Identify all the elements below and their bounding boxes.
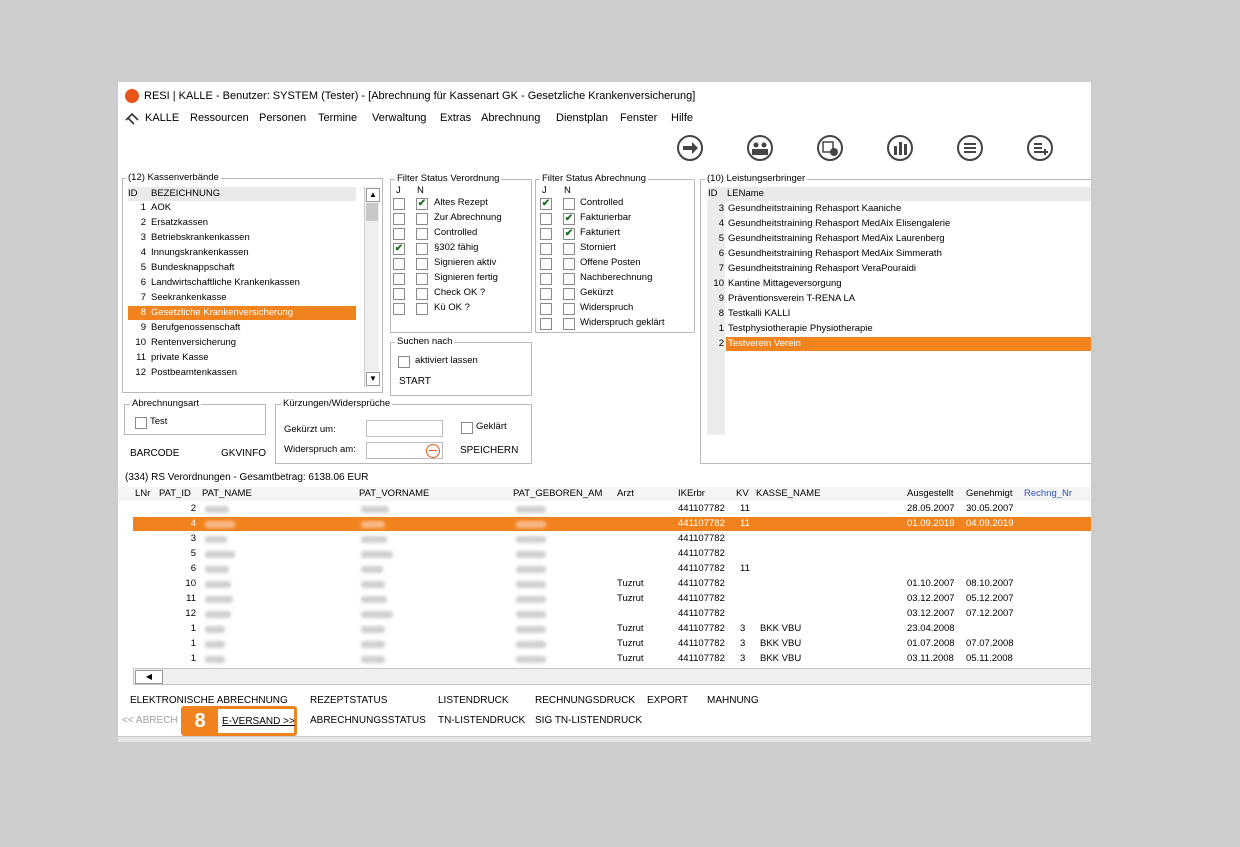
cell-arzt: Tuzrut [617,653,644,664]
menu-hilfe[interactable]: Hilfe [671,112,694,124]
kassen-row-id: 5 [140,262,146,273]
filter-label: §302 fähig [434,242,479,253]
filter-label: Offene Posten [580,257,641,268]
filter-n-checkbox[interactable] [416,258,428,270]
col-kv[interactable]: KV [736,488,749,499]
callout-number-badge: 8 [182,707,218,735]
cell-ikerbr: 441107782 [678,503,725,514]
cell-ausgestellt: 01.09.2019 [907,518,955,529]
scroll-up-icon[interactable]: ▲ [366,188,380,202]
menu-personen[interactable]: Personen [259,112,307,124]
kassen-row[interactable] [128,231,356,245]
menu-verwaltung[interactable]: Verwaltung [372,112,427,124]
cell-kv: 11 [740,503,750,514]
cell-ikerbr: 441107782 [678,578,725,589]
redacted-name [205,536,227,543]
kassen-row[interactable] [128,261,356,275]
filter-n-checkbox[interactable] [563,258,575,270]
stats-icon[interactable] [886,134,914,162]
filter-n-checkbox[interactable]: ✔ [417,198,427,209]
table-row[interactable] [133,517,1091,531]
filter-label: Gekürzt [580,287,614,298]
table-row[interactable] [133,622,1091,636]
kassen-row[interactable] [128,351,356,365]
cell-arzt: Tuzrut [617,578,644,589]
cell-ausgestellt: 01.07.2008 [907,638,955,649]
geklaert-checkbox[interactable] [461,422,473,434]
redacted-vorname [361,506,389,513]
suchen-panel [390,342,532,396]
cell-arzt: Tuzrut [617,593,644,604]
filter-j-checkbox[interactable] [540,228,552,240]
redacted-birthdate [516,626,546,633]
title-bar [118,82,1091,110]
start-button[interactable]: START [399,376,431,387]
cell-pat-id: 1 [190,623,196,634]
filter-label: Check OK ? [434,287,486,298]
filter-n-checkbox[interactable] [416,228,428,240]
gekuerzt-input[interactable] [366,420,443,437]
filter-label: Nachberechnung [580,272,653,283]
table-row[interactable] [133,652,1091,666]
scroll-down-icon[interactable]: ▼ [366,372,380,386]
filter-n-checkbox[interactable] [416,273,428,285]
gkvinfo-button[interactable]: GKVINFO [221,448,267,459]
cell-pat-id: 3 [190,533,196,544]
col-n-label: N [564,185,571,196]
kassen-header [128,187,356,201]
filter-label: Controlled [434,227,478,238]
rezeptstatus-button[interactable]: REZEPTSTATUS [310,695,388,706]
cell-genehmigt: 05.12.2007 [966,593,1014,604]
gekuerzt-label: Gekürzt um: [284,424,336,435]
col-rechng-nr[interactable]: Rechng_Nr [1024,488,1073,499]
leistung-row[interactable]: Gesundheitstraining Rehasport Kaaniche [728,203,902,214]
menu-dienstplan[interactable]: Dienstplan [556,112,608,124]
leistung-row-id: 6 [718,248,724,259]
redacted-name [205,626,225,633]
filter-j-checkbox[interactable]: ✔ [394,243,404,254]
filter-n-checkbox[interactable]: ✔ [564,213,574,224]
app-logo-icon [125,89,139,103]
redacted-vorname [361,536,387,543]
redacted-birthdate [516,596,546,603]
leistung-legend: (10) Leistungserbringer [707,173,806,184]
leistung-row[interactable]: Gesundheitstraining Rehasport MedAix Laurenberg [728,233,945,244]
menu-termine[interactable]: Termine [318,112,358,124]
cell-kv: 11 [740,518,750,529]
table-row[interactable] [133,592,1091,606]
grid-header [118,487,1091,501]
abrechnung-back-button[interactable]: << ABRECH [122,715,178,726]
leistung-row-id: 1 [718,323,724,334]
barcode-button[interactable]: BARCODE [130,448,180,459]
cell-kv: 11 [740,563,750,574]
filter-n-checkbox[interactable] [416,213,428,225]
test-label: Test [150,416,168,427]
geklaert-label: Geklärt [476,421,507,432]
col-j-label: J [396,185,401,196]
filter-n-checkbox[interactable] [563,288,575,300]
filter-n-checkbox[interactable] [563,318,575,330]
list-add-icon[interactable] [1026,134,1054,162]
table-row[interactable] [133,502,1091,516]
cell-ausgestellt: 01.10.2007 [907,578,955,589]
filter-j-checkbox[interactable] [540,213,552,225]
calendar-icon[interactable] [426,444,440,458]
leistung-col-name: LEName [727,188,764,199]
leistung-row[interactable]: Testphysiotherapie Physiotherapie [728,323,873,334]
kassen-row[interactable] [128,216,356,230]
filter-label: Widerspruch [580,302,634,313]
redacted-name [205,581,231,588]
table-row[interactable] [133,547,1091,561]
kassen-row-name: Landwirtschaftliche Krankenkassen [151,277,300,288]
cell-genehmigt: 07.12.2007 [966,608,1014,619]
filter-label: Altes Rezept [434,197,488,208]
abrechnungsstatus-button[interactable]: ABRECHNUNGSSTATUS [310,715,426,726]
leistung-header [708,187,1091,201]
filter-label: Zur Abrechnung [434,212,502,223]
cell-pat-id: 2 [190,503,196,514]
widerspruch-label: Widerspruch am: [284,444,356,455]
kassen-row-name: Berufgenossenschaft [151,322,241,333]
cell-ikerbr: 441107782 [678,608,725,619]
col-pat-vorname[interactable]: PAT_VORNAME [359,488,430,499]
cell-kv: 3 [740,623,746,634]
rechnungsdruck-button[interactable]: RECHNUNGSDRUCK [535,695,636,706]
cell-ikerbr: 441107782 [678,593,725,604]
kassen-row-name: AOK [151,202,172,213]
redacted-vorname [361,656,385,663]
e-versand-button[interactable]: E-VERSAND >> [222,716,295,727]
col-arzt[interactable]: Arzt [617,488,634,499]
cell-ikerbr: 441107782 [678,518,725,529]
leistung-row-id: 9 [718,293,724,304]
filter-j-checkbox[interactable] [540,318,552,330]
leistung-row-id: 4 [718,218,724,229]
filter-j-checkbox[interactable] [393,228,405,240]
table-row[interactable] [133,562,1091,576]
cell-pat-id: 6 [190,563,196,574]
scroll-left-icon[interactable]: ◀ [135,670,163,684]
kassen-row-name: Ersatzkassen [151,217,209,228]
redacted-vorname [361,521,385,528]
redacted-name [205,551,235,558]
kassen-row-name: Bundesknappschaft [151,262,235,273]
leistung-row[interactable]: Kantine Mittageversorgung [728,278,842,289]
leistung-row-id: 5 [718,233,724,244]
kassen-row-id: 2 [140,217,146,228]
filter-label: Controlled [580,197,624,208]
menu-ressourcen[interactable]: Ressourcen [190,112,249,124]
menu-bar [118,112,1091,128]
kassen-row[interactable] [128,291,356,305]
cell-pat-id: 12 [185,608,196,619]
list-check-icon[interactable] [956,134,984,162]
kassen-row-id: 6 [140,277,146,288]
redacted-name [205,596,233,603]
kassen-row-id: 4 [140,247,146,258]
aktiviert-label: aktiviert lassen [415,355,478,366]
leistung-row[interactable]: Gesundheitstraining Rehasport VeraPouraidi [728,263,917,274]
menu-abrechnung[interactable]: Abrechnung [481,112,541,124]
redacted-vorname [361,596,387,603]
kassen-row-id: 3 [140,232,146,243]
speichern-button[interactable]: SPEICHERN [460,445,519,456]
kassen-row-name: Innungskrankenkassen [151,247,249,258]
elektronische-abrechnung-button[interactable]: ELEKTRONISCHE ABRECHNUNG [130,695,288,706]
kassen-row[interactable] [128,306,356,320]
filter-label: Widerspruch geklärt [580,317,665,328]
filter-n-checkbox[interactable]: ✔ [564,228,574,239]
arrow-right-icon[interactable] [676,134,704,162]
leistung-col-id: ID [708,188,718,199]
filter-j-checkbox[interactable] [393,258,405,270]
kassen-row-name: private Kasse [151,352,209,363]
redacted-vorname [361,551,393,558]
table-row[interactable] [133,577,1091,591]
filter-j-checkbox[interactable] [393,213,405,225]
cell-ikerbr: 441107782 [678,563,725,574]
kassen-row-name: Rentenversicherung [151,337,237,348]
grid-hscrollbar[interactable] [133,668,1091,685]
table-row[interactable] [133,532,1091,546]
cell-pat-id: 1 [190,653,196,664]
filter-label: Kü OK ? [434,302,470,313]
redacted-birthdate [516,611,546,618]
filter-label: Fakturierbar [580,212,632,223]
export-button[interactable]: EXPORT [647,695,688,706]
redacted-vorname [361,581,385,588]
leistung-row-id: 7 [718,263,724,274]
kassen-row[interactable] [128,246,356,260]
redacted-name [205,566,229,573]
table-row[interactable] [133,637,1091,651]
redacted-vorname [361,566,383,573]
cell-ausgestellt: 23.04.2008 [907,623,955,634]
listendruck-button[interactable]: LISTENDRUCK [438,695,509,706]
filter-n-checkbox[interactable] [416,288,428,300]
cell-pat-id: 5 [190,548,196,559]
cell-genehmigt: 05.11.2008 [966,653,1013,664]
filter-n-checkbox[interactable] [563,198,575,210]
menu-extras[interactable]: Extras [440,112,472,124]
col-j-label: J [542,185,547,196]
redacted-birthdate [516,581,546,588]
redacted-birthdate [516,551,546,558]
redacted-vorname [361,641,385,648]
menu-fenster[interactable]: Fenster [620,112,658,124]
cell-kasse-name: BKK VBU [760,653,802,664]
redacted-name [205,521,235,528]
cell-ikerbr: 441107782 [678,533,725,544]
menu-logo-icon[interactable] [124,112,140,129]
cell-genehmigt: 04.09.2019 [966,518,1014,529]
aktiviert-checkbox[interactable] [398,356,410,368]
cell-genehmigt: 08.10.2007 [966,578,1014,589]
kassen-legend: (12) Kassenverbände [128,172,219,183]
filter-j-checkbox[interactable] [540,273,552,285]
filter-n-checkbox[interactable] [563,303,575,315]
window-title: RESI | KALLE - Benutzer: SYSTEM (Tester) - [Abrechnung für Kassenart GK - Gesetzliche Krankenversicherung] [144,90,696,102]
filter-n-checkbox[interactable] [416,303,428,315]
leistung-row[interactable]: Testverein Verein [726,337,1091,351]
kassen-row-name: Postbeamtenkassen [151,367,238,378]
cell-ausgestellt: 03.12.2007 [907,608,955,619]
kuerzungen-legend: Kürzungen/Widersprüche [283,398,391,409]
filter-label: Signieren fertig [434,272,498,283]
kassen-row-id: 7 [140,292,146,303]
redacted-name [205,641,225,648]
col-pat-geboren[interactable]: PAT_GEBOREN_AM [513,488,603,499]
filter-n-checkbox[interactable] [563,273,575,285]
group-icon[interactable] [746,134,774,162]
col-genehmigt[interactable]: Genehmigt [966,488,1013,499]
kassen-row-id: 10 [135,337,146,348]
kassen-row[interactable] [128,366,356,380]
cell-pat-id: 1 [190,638,196,649]
cell-kasse-name: BKK VBU [760,623,802,634]
status-bar [118,736,1091,742]
cell-pat-id: 4 [190,518,196,529]
filter-n-checkbox[interactable] [563,243,575,255]
kassen-row[interactable] [128,276,356,290]
col-pat-name[interactable]: PAT_NAME [202,488,252,499]
cell-ausgestellt: 03.11.2008 [907,653,954,664]
kassen-row-id: 12 [135,367,146,378]
abrechnungsart-legend: Abrechnungsart [132,398,200,409]
leistung-row-id: 10 [713,278,724,289]
filter-label: Storniert [580,242,616,253]
filter-j-checkbox[interactable] [540,288,552,300]
leistung-row[interactable]: Gesundheitstraining Rehasport MedAix Elisengalerie [728,218,951,229]
col-ausgestellt[interactable]: Ausgestellt [907,488,954,499]
redacted-vorname [361,626,385,633]
filter-j-checkbox[interactable] [540,258,552,270]
kassen-row-id: 8 [140,307,146,318]
filter-label: Fakturiert [580,227,621,238]
kassen-row-id: 11 [136,352,146,363]
filter-j-checkbox[interactable] [540,303,552,315]
col-kasse-name[interactable]: KASSE_NAME [756,488,821,499]
cell-genehmigt: 07.07.2008 [966,638,1014,649]
cell-kv: 3 [740,653,746,664]
col-lnr[interactable]: LNr [135,488,151,499]
leistung-row-id: 3 [718,203,724,214]
cell-pat-id: 10 [185,578,196,589]
kassen-row[interactable] [128,201,356,215]
redacted-name [205,611,231,618]
filter-j-checkbox[interactable]: ✔ [541,198,551,209]
cell-ikerbr: 441107782 [678,638,725,649]
mahnung-button[interactable]: MAHNUNG [707,695,759,706]
leistung-row-id: 8 [718,308,724,319]
cell-arzt: Tuzrut [617,638,644,649]
menu-kalle[interactable]: KALLE [145,112,180,124]
redacted-name [205,506,229,513]
kassen-row[interactable] [128,336,356,350]
filter-j-checkbox[interactable] [393,288,405,300]
kassen-row-id: 9 [140,322,146,333]
table-row[interactable] [133,607,1091,621]
widerspruch-date-input[interactable] [366,442,443,459]
col-n-label: N [417,185,424,196]
leistung-row[interactable]: Gesundheitstraining Rehasport MedAix Simmerath [728,248,942,259]
kassen-scrollbar[interactable] [364,187,379,387]
tn-listendruck-button[interactable]: TN-LISTENDRUCK [438,715,526,726]
app-window [118,82,1091,742]
redacted-birthdate [516,641,546,648]
calendar-clock-icon[interactable] [816,134,844,162]
cell-arzt: Tuzrut [617,623,644,634]
test-checkbox[interactable] [135,417,147,429]
filter-j-checkbox[interactable] [393,303,405,315]
filter-j-checkbox[interactable] [393,273,405,285]
filter-abrechnung-legend: Filter Status Abrechnung [542,173,647,184]
scroll-thumb[interactable] [366,203,378,221]
redacted-birthdate [516,536,546,543]
kassen-col-name: BEZEICHNUNG [151,188,221,199]
cell-kv: 3 [740,638,746,649]
redacted-birthdate [516,656,546,663]
cell-ikerbr: 441107782 [678,623,725,634]
col-ikerbr[interactable]: IKErbr [678,488,705,499]
cell-ausgestellt: 03.12.2007 [907,593,955,604]
filter-n-checkbox[interactable] [416,243,428,255]
cell-ikerbr: 441107782 [678,653,725,664]
filter-verordnung-legend: Filter Status Verordnung [397,173,500,184]
kassen-col-id: ID [128,188,138,199]
leistung-row-id: 2 [718,338,724,349]
col-pat-id[interactable]: PAT_ID [159,488,191,499]
kassen-row-id: 1 [140,202,146,213]
suchen-legend: Suchen nach [397,336,453,347]
summary-text: (334) RS Verordnungen - Gesamtbetrag: 6138.06 EUR [125,472,369,483]
redacted-birthdate [516,521,546,528]
cell-ausgestellt: 28.05.2007 [907,503,955,514]
redacted-birthdate [516,506,546,513]
redacted-birthdate [516,566,546,573]
cell-pat-id: 11 [186,593,196,604]
cell-genehmigt: 30.05.2007 [966,503,1014,514]
filter-label: Signieren aktiv [434,257,497,268]
sig-tn-listendruck-button[interactable]: SIG TN-LISTENDRUCK [535,715,643,726]
leistung-row[interactable]: Präventionsverein T-RENA LA [728,293,856,304]
kassen-row-name: Betriebskrankenkassen [151,232,250,243]
redacted-vorname [361,611,393,618]
kassen-row-name: Seekrankenkasse [151,292,227,303]
leistung-row[interactable]: Testkalli KALLI [728,308,791,319]
kassen-row-name: Gesetzliche Krankenversicherung [151,307,294,318]
filter-j-checkbox[interactable] [393,198,405,210]
cell-ikerbr: 441107782 [678,548,725,559]
filter-j-checkbox[interactable] [540,243,552,255]
redacted-name [205,656,225,663]
kassen-row[interactable] [128,321,356,335]
cell-kasse-name: BKK VBU [760,638,802,649]
